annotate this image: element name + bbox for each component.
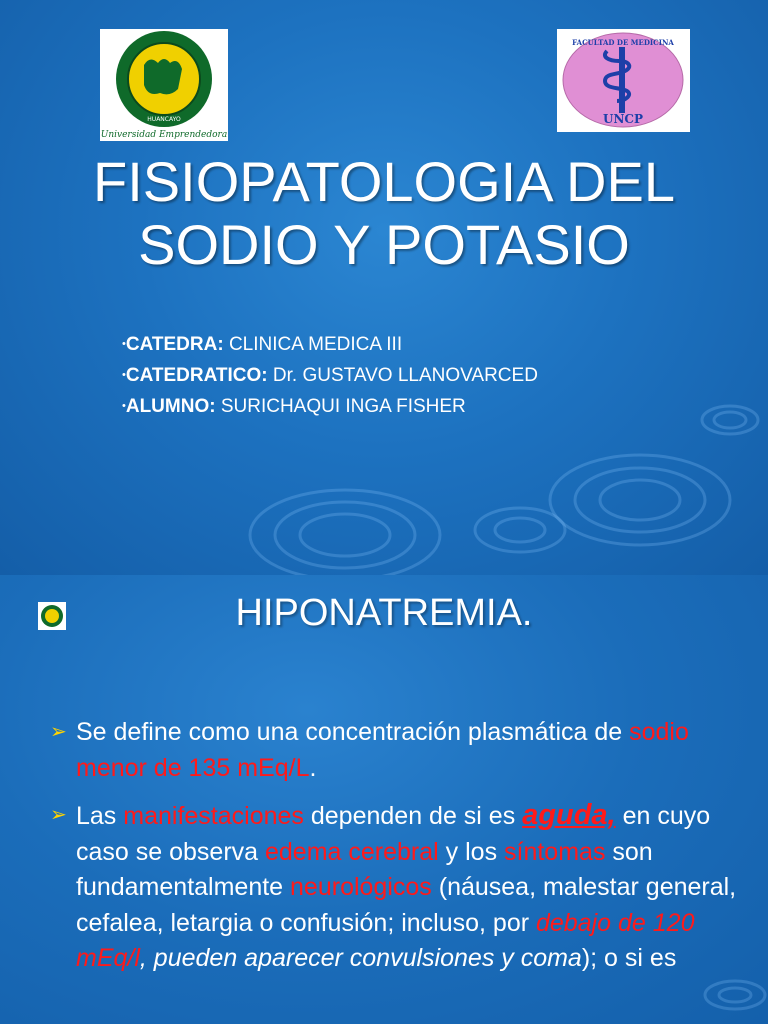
highlight-text: neurológicos xyxy=(290,873,432,901)
info-value: Dr. GUSTAVO LLANOVARCED xyxy=(267,365,538,386)
university-seal-icon xyxy=(100,29,228,141)
text: y los xyxy=(438,837,505,866)
list-item xyxy=(48,715,738,786)
info-value: SURICHAQUI INGA FISHER xyxy=(215,396,466,417)
text: Las xyxy=(76,802,124,830)
title-line-1: FISIOPATOLOGIA DEL xyxy=(93,150,675,213)
info-label: CATEDRA: xyxy=(125,334,224,355)
faculty-logo xyxy=(557,29,690,132)
info-value: CLINICA MEDICA III xyxy=(223,334,403,355)
highlight-text: debajo de 120 mEq/l xyxy=(76,908,695,972)
arrow-bullet-icon: ➢ xyxy=(50,721,67,743)
text: Se define como una concentración plasmática de xyxy=(76,718,630,746)
info-label: ALUMNO: xyxy=(125,396,216,417)
content-slide xyxy=(0,575,768,1024)
svg-text:UNCP: UNCP xyxy=(602,112,644,126)
bullet-dot: • xyxy=(122,400,126,412)
bullet-dot: • xyxy=(122,369,126,381)
italic-text: , pueden aparecer convulsiones y coma xyxy=(139,944,582,972)
highlight-text: manifestaciones xyxy=(123,802,304,830)
slide-heading: HIPONATREMIA. xyxy=(235,592,533,634)
slide-title xyxy=(0,150,768,276)
emphasis-text: aguda, xyxy=(522,799,616,831)
highlight-text: síntomas xyxy=(504,837,606,866)
svg-text:HUANCAYO: HUANCAYO xyxy=(147,116,181,123)
list-item xyxy=(48,798,738,977)
highlight-text: sodio menor de 135 mEq/L xyxy=(76,718,689,782)
title-line-2: SODIO Y POTASIO xyxy=(138,213,630,276)
highlight-text: edema cerebral xyxy=(265,837,439,866)
text: (náusea, malestar general, cefalea, letargia o confusión; incluso, por xyxy=(76,873,737,937)
course-info-list xyxy=(122,332,538,425)
text: son fundamentalmente xyxy=(76,837,653,901)
bullet-dot: • xyxy=(122,338,126,350)
info-row-catedra xyxy=(122,332,538,363)
info-label: CATEDRATICO: xyxy=(125,365,268,386)
arrow-bullet-icon: ➢ xyxy=(50,804,67,826)
text: dependen de si es xyxy=(303,802,523,830)
faculty-of-medicine-emblem-icon xyxy=(557,29,690,132)
text: ); o si es xyxy=(581,944,677,972)
text: en cuyo caso se observa xyxy=(76,802,711,866)
text: . xyxy=(309,753,317,782)
svg-text:FACULTAD DE MEDICINA: FACULTAD DE MEDICINA xyxy=(572,38,674,47)
info-row-catedratico xyxy=(122,363,538,394)
university-logo xyxy=(100,29,228,141)
svg-text:Universidad Emprendedora: Universidad Emprendedora xyxy=(100,130,228,140)
info-row-alumno xyxy=(122,394,538,425)
bullet-list xyxy=(48,715,738,989)
